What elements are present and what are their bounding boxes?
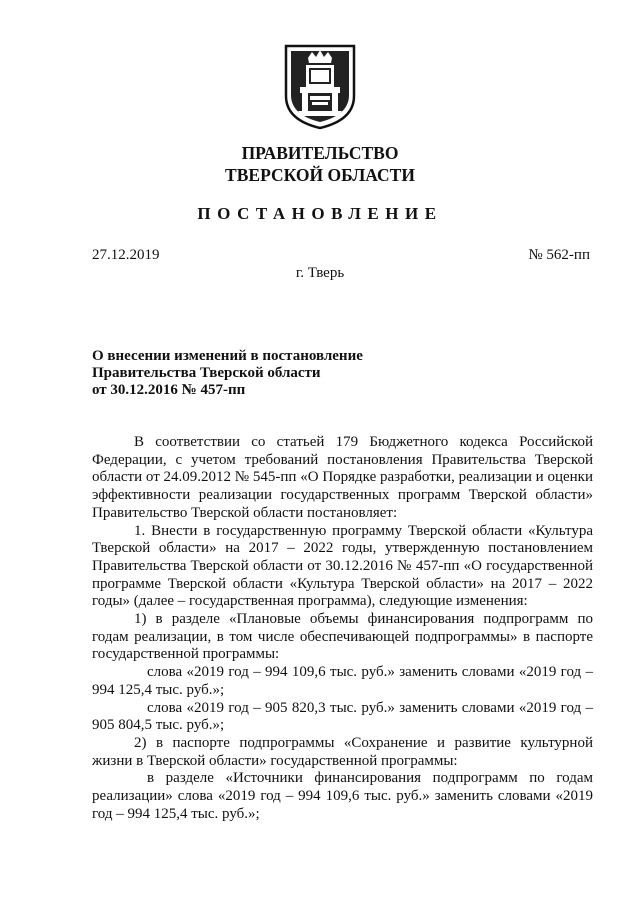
body-paragraph-subitem-1: 1) в разделе «Плановые объемы финансирования подпрограмм по годам реализации, в том числе обеспечивающей подпрограммы» в паспорте государственной программы:	[92, 611, 593, 663]
government-title-line1: ПРАВИТЕЛЬСТВО	[241, 143, 399, 163]
document-body	[92, 434, 593, 823]
document-date: 27.12.2019	[92, 247, 160, 263]
subject-line1: О внесении изменений в постановление	[92, 348, 363, 364]
government-title-line2: ТВЕРСКОЙ ОБЛАСТИ	[225, 165, 415, 185]
coat-of-arms-emblem	[284, 44, 356, 130]
document-number: № 562-пп	[528, 247, 590, 263]
subject-line3: от 30.12.2016 № 457-пп	[92, 382, 246, 398]
body-paragraph-replace-1: слова «2019 год – 994 109,6 тыс. руб.» заменить словами «2019 год – 994 125,4 тыс. руб.»;	[92, 664, 593, 698]
body-paragraph-replace-2: слова «2019 год – 905 820,3 тыс. руб.» заменить словами «2019 год – 905 804,5 тыс. руб.»;	[92, 699, 593, 734]
body-paragraph-preamble: В соответствии со статьей 179 Бюджетного кодекса Российской Федерации, с учетом требований постановления Правительства Тверской области от 24.09.2012 № 545-пп «О Порядке разработки, реализации и оценки эффективности реализации государственных программ Тверской области» Правительство Тверской области постановляет:	[92, 434, 593, 521]
body-paragraph-replace-3: в разделе «Источники финансирования подпрограмм по годам реализации» слова «2019 год – 994 109,6 тыс. руб.» заменить словами «2019 год – 994 125,4 тыс. руб.»;	[92, 770, 593, 822]
body-paragraph-subitem-2: 2) в паспорте подпрограммы «Сохранение и развитие культурной жизни в Тверской области» государственной программы:	[92, 734, 593, 769]
subject-line2: Правительства Тверской области	[92, 365, 321, 381]
document-type-title: ПОСТАНОВЛЕНИЕ	[197, 204, 443, 223]
body-paragraph-item-1: 1. Внести в государственную программу Тверской области «Культура Тверской области» на 2017 – 2022 годы, утвержденную постановлением Правительства Тверской области от 30.12.2016 № 457-пп «О государственной программе Тверской области «Культура Тверской области» на 2017 – 2022 годы» (далее – государственная программа), следующие изменения:	[92, 522, 593, 610]
document-subject	[92, 348, 363, 399]
document-city: г. Тверь	[295, 265, 345, 281]
